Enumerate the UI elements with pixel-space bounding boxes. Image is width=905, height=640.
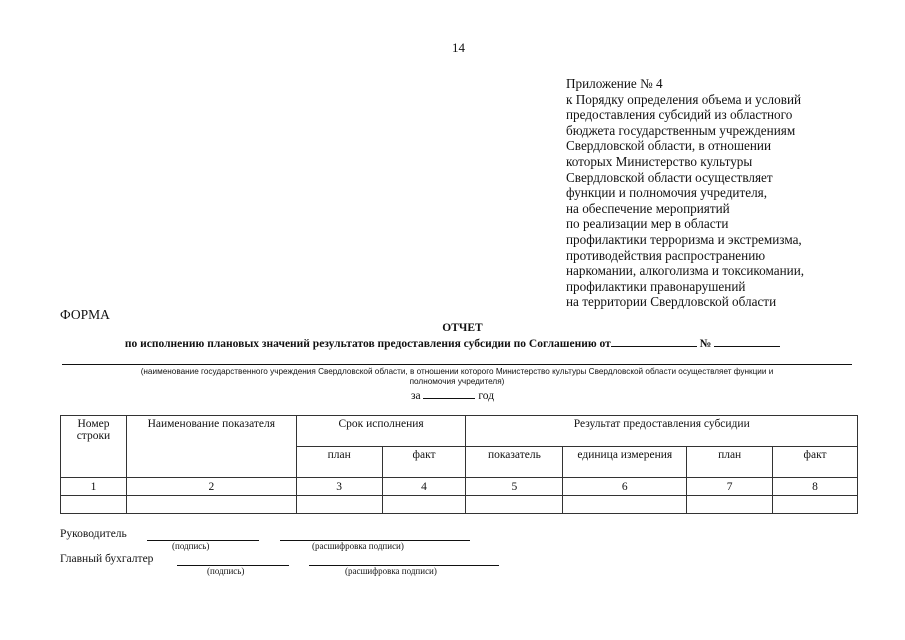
- head-label: Руководитель: [60, 528, 127, 540]
- table-cell[interactable]: [466, 496, 563, 514]
- column-number: 1: [61, 478, 127, 496]
- appendix-line: Свердловской области осуществляет: [566, 169, 773, 185]
- institution-name-line[interactable]: [62, 364, 852, 365]
- appendix-line: Приложение № 4: [566, 76, 663, 91]
- column-number: 3: [296, 478, 382, 496]
- appendix-line: на обеспечение мероприятий: [566, 200, 730, 216]
- head-signature-hint: (подпись): [172, 541, 210, 551]
- subheader-result-plan: план: [687, 447, 773, 478]
- period-prefix: за: [410, 390, 421, 402]
- appendix-line: предоставления субсидий из областного: [566, 107, 793, 123]
- appendix-line: по реализации мер в области: [566, 216, 729, 232]
- period-year-blank[interactable]: [423, 388, 475, 399]
- column-number: 6: [563, 478, 687, 496]
- column-number: 8: [773, 478, 858, 496]
- column-number: 4: [382, 478, 466, 496]
- table-cell[interactable]: [563, 496, 687, 514]
- appendix-line: к Порядку определения объема и условий: [566, 91, 802, 107]
- report-title: ОТЧЕТ: [442, 322, 483, 334]
- table-cell[interactable]: [773, 496, 858, 514]
- table-cell[interactable]: [126, 496, 296, 514]
- appendix-line: бюджета государственным учреждениям: [566, 122, 796, 138]
- subheader-deadline-fact: факт: [382, 447, 466, 478]
- subheader-deadline-plan: план: [296, 447, 382, 478]
- table-row: [61, 496, 858, 514]
- form-label: ФОРМА: [60, 307, 110, 322]
- subheader-result-fact: факт: [773, 447, 858, 478]
- head-decoding-hint: (расшифровка подписи): [312, 541, 404, 551]
- page-number: 14: [452, 40, 465, 55]
- accountant-label: Главный бухгалтер: [60, 553, 154, 565]
- report-subtitle: [0, 336, 905, 350]
- appendix-line: функции и полномочия учредителя,: [566, 185, 768, 201]
- accountant-signature-hint: (подпись): [207, 566, 245, 576]
- appendix-line: профилактики терроризма и экстремизма,: [566, 231, 802, 247]
- appendix-line: профилактики правонарушений: [566, 278, 746, 294]
- appendix-line: которых Министерство культуры: [566, 153, 753, 169]
- header-row-number: Номер строки: [61, 416, 127, 478]
- table-header-row: [61, 416, 858, 447]
- table-numbering-row: [61, 478, 858, 496]
- subheader-indicator: показатель: [466, 447, 563, 478]
- report-table: [60, 415, 858, 514]
- agreement-number-blank[interactable]: [714, 336, 780, 347]
- accountant-decoding-hint: (расшифровка подписи): [345, 566, 437, 576]
- institution-name-note-line: полномочия учредителя): [409, 377, 505, 386]
- appendix-line: противодействия распространению: [566, 247, 766, 263]
- header-deadline: Срок исполнения: [296, 416, 466, 447]
- period-suffix: год: [478, 390, 495, 402]
- report-period: [0, 388, 905, 402]
- appendix-line: Свердловской области, в отношении: [566, 138, 772, 154]
- column-number: 5: [466, 478, 563, 496]
- institution-name-note: [62, 367, 852, 387]
- table-cell[interactable]: [687, 496, 773, 514]
- table-cell[interactable]: [296, 496, 382, 514]
- institution-name-note-line: (наименование государственного учреждения Свердловской области, в отношении которого Министерство культуры Свердловской области осуществляет функции и: [140, 367, 774, 376]
- agreement-date-blank[interactable]: [611, 336, 697, 347]
- appendix-block: [566, 76, 804, 310]
- header-indicator-name: Наименование показателя: [126, 416, 296, 478]
- column-number: 7: [687, 478, 773, 496]
- appendix-line: на территории Свердловской области: [566, 294, 777, 310]
- subheader-unit: единица измерения: [563, 447, 687, 478]
- table-cell[interactable]: [382, 496, 466, 514]
- column-number: 2: [126, 478, 296, 496]
- header-result: Результат предоставления субсидии: [466, 416, 858, 447]
- report-subtitle-text: по исполнению плановых значений результатов предоставления субсидии по Соглашению от: [124, 338, 611, 350]
- table-cell[interactable]: [61, 496, 127, 514]
- number-sign: №: [699, 338, 712, 350]
- appendix-line: наркомании, алкоголизма и токсикомании,: [566, 263, 805, 279]
